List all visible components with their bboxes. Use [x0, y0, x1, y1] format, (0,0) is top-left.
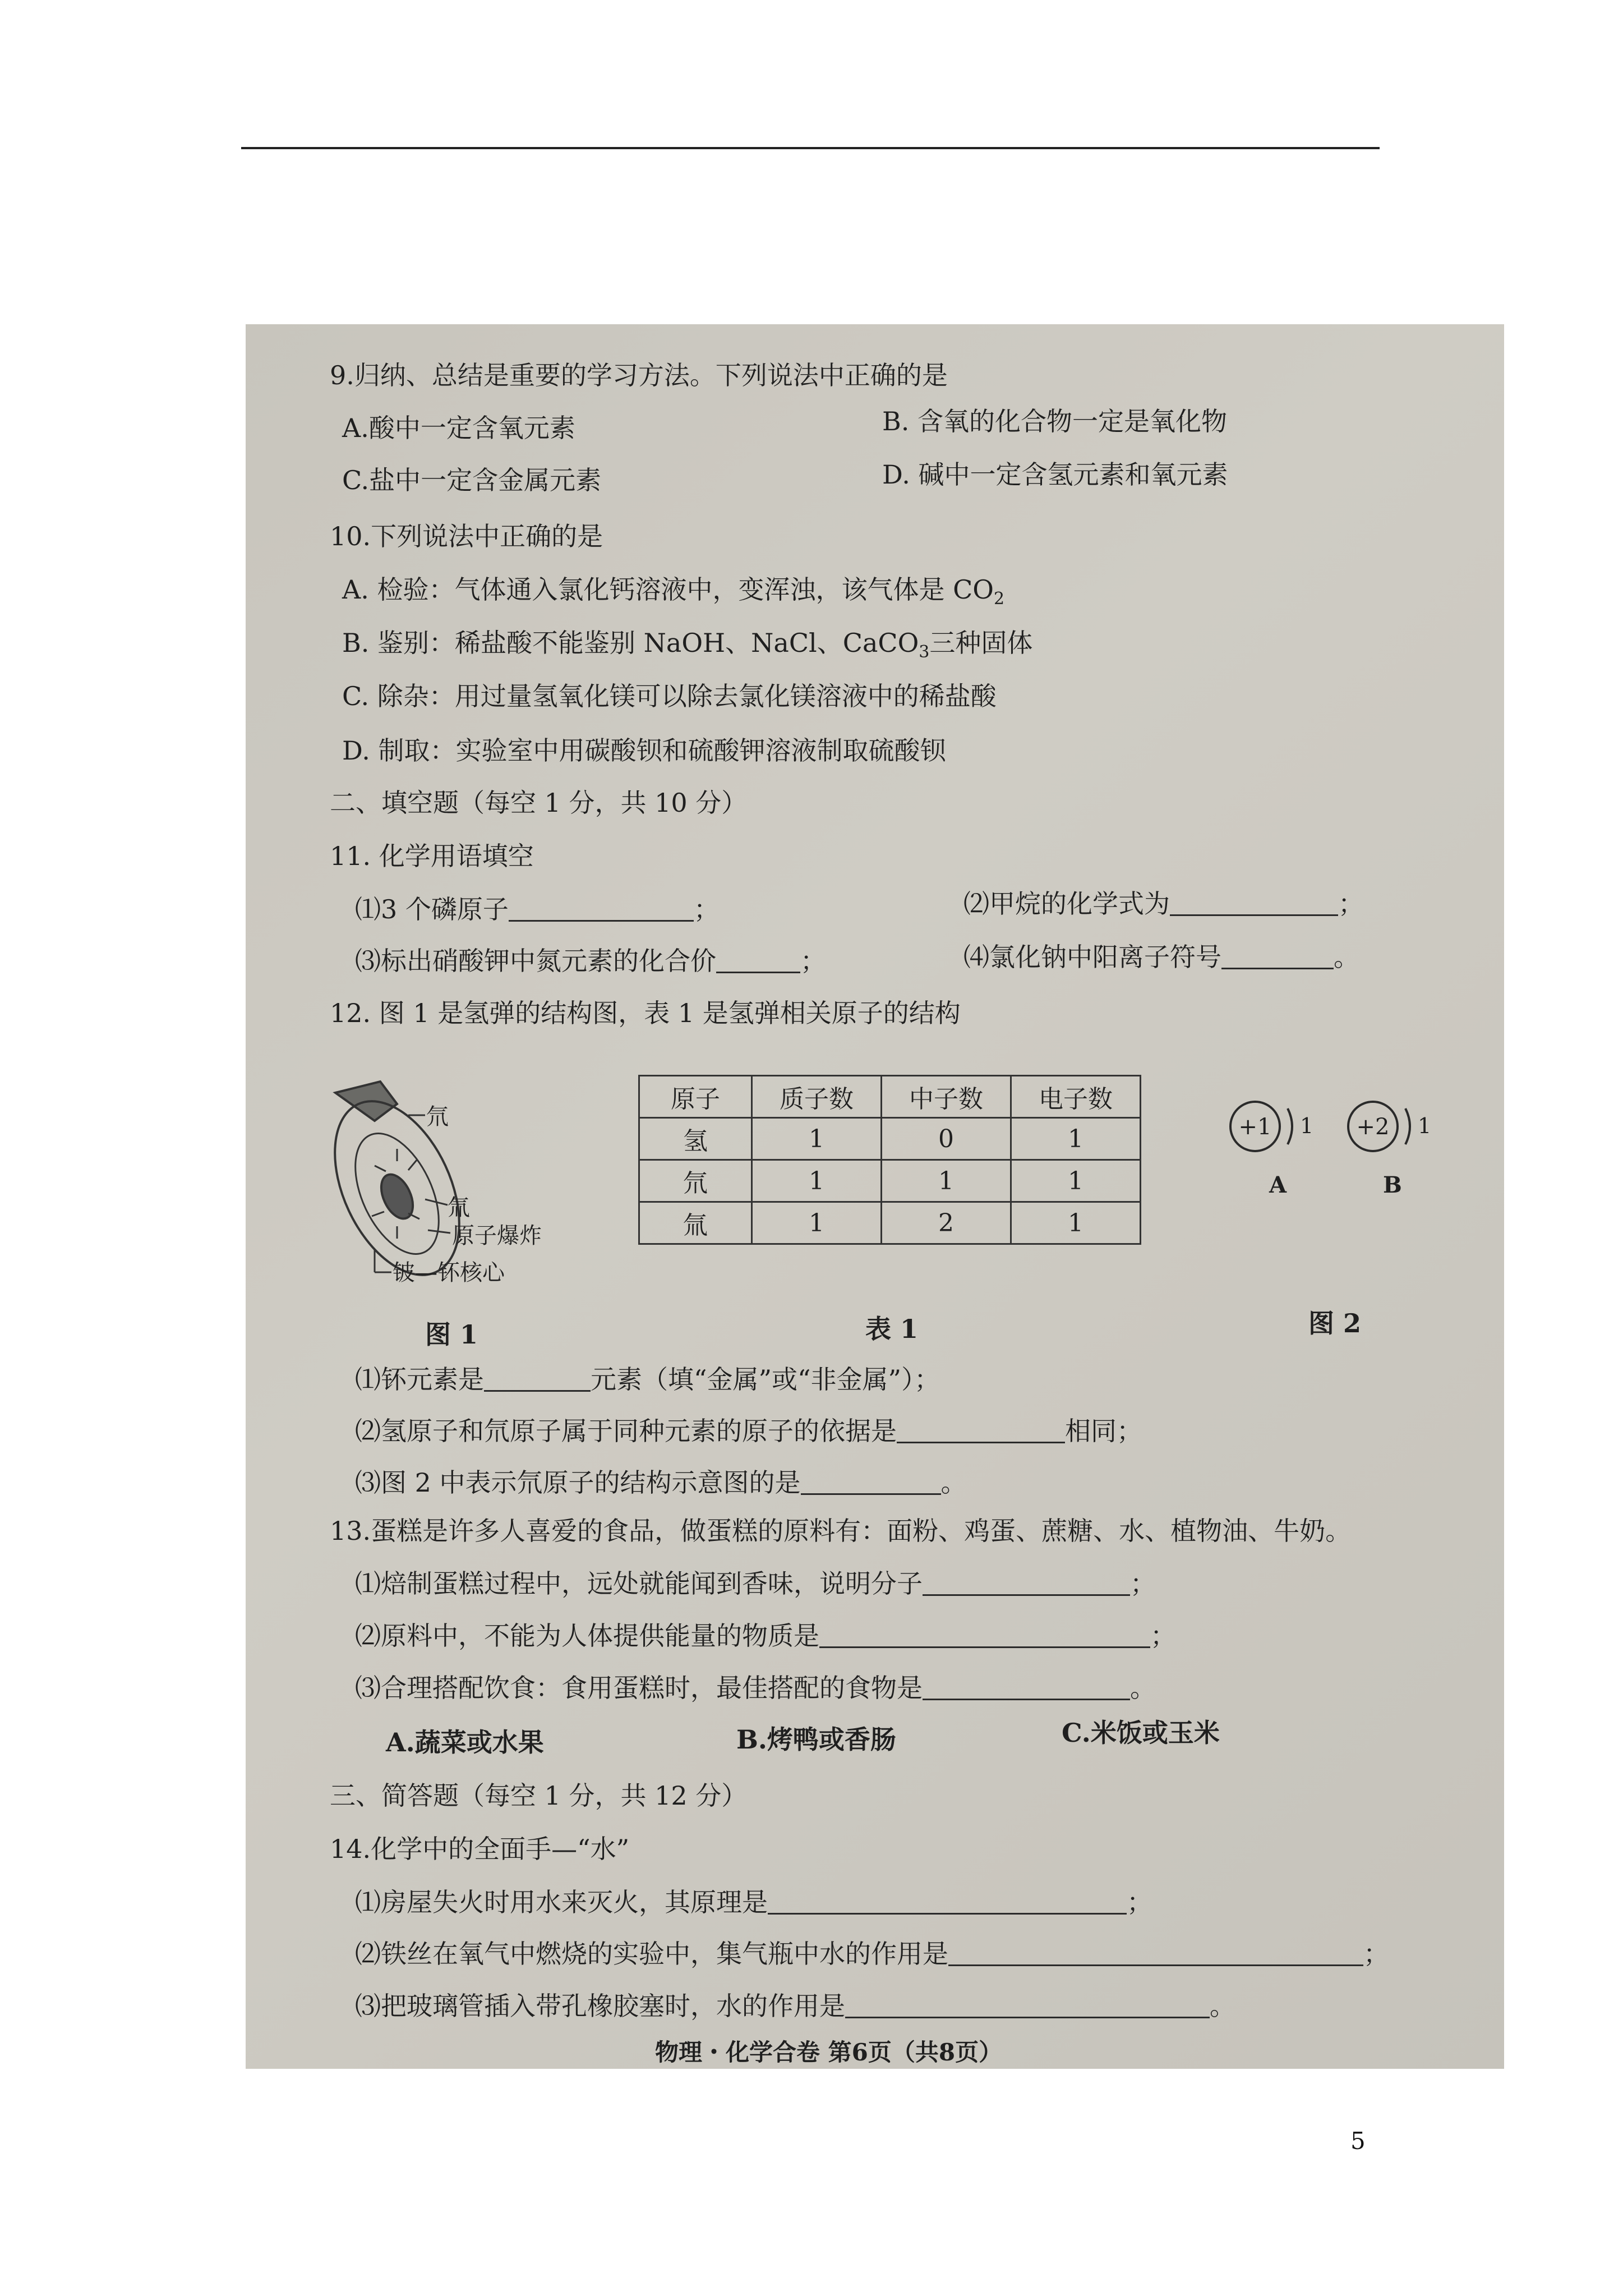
nucleus-a-charge: +1 [1238, 1114, 1272, 1140]
diagram-b-label: B [1383, 1172, 1402, 1198]
table-cell: 1 [882, 1160, 1011, 1202]
table-row [639, 1118, 1141, 1160]
table-cell: 氘 [639, 1160, 752, 1202]
table-cell: 1 [1011, 1202, 1141, 1244]
answer-blank[interactable] [923, 1676, 1130, 1700]
electrons-b: 1 [1418, 1114, 1432, 1138]
answer-blank[interactable] [801, 1471, 941, 1495]
table-header: 中子数 [882, 1076, 1011, 1118]
figure-2-caption: 图 2 [1308, 1308, 1362, 1338]
electrons-a: 1 [1300, 1114, 1314, 1138]
answer-blank[interactable] [819, 1624, 1150, 1648]
q10-option-b: B. 鉴别：稀盐酸不能鉴别 NaOH、NaCl、CaCO$_3$三种固体 [342, 628, 1033, 662]
q13-option-c: C.米饭或玉米 [1062, 1718, 1220, 1748]
electron-shell-a [1288, 1108, 1292, 1144]
q13-part-2: ⑵原料中，不能为人体提供能量的物质是 ； [355, 1621, 1176, 1651]
q11-part-4: ⑷氯化钠中阳离子符号 。 [963, 942, 1359, 972]
table-cell: 0 [882, 1118, 1011, 1160]
q12-part-3: ⑶图 2 中表示氘原子的结构示意图的是 。 [355, 1467, 967, 1498]
q14-part-1: ⑴房屋失火时用水来灭火，其原理是 ； [355, 1887, 1152, 1917]
atomic-structure-diagrams [1221, 1098, 1457, 1211]
table-row [639, 1160, 1141, 1202]
q11-stem: 11. 化学用语填空 [330, 841, 534, 871]
table-header: 质子数 [752, 1076, 882, 1118]
label-beryllium-plutonium-core: 铍—钚核心 [393, 1260, 505, 1286]
page-number: 5 [1350, 2127, 1366, 2155]
q10-option-d: D. 制取：实验室中用碳酸钡和硫酸钾溶液制取硫酸钡 [342, 735, 946, 766]
q9-option-c: C.盐中一定含金属元素 [342, 465, 602, 495]
table-cell: 1 [752, 1202, 882, 1244]
exam-footer: 物理・化学合卷 第6页（共8页） [655, 2039, 1003, 2066]
q12-part-1: ⑴钚元素是 元素（填“金属”或“非金属”）； [355, 1364, 940, 1395]
q14-part-2: ⑵铁丝在氧气中燃烧的实验中，集气瓶中水的作用是 ； [355, 1939, 1389, 1969]
q13-part-1: ⑴焙制蛋糕过程中，远处就能闻到香味，说明分子 ； [355, 1568, 1156, 1599]
table-header: 原子 [639, 1076, 752, 1118]
answer-blank[interactable] [948, 1942, 1363, 1966]
q12-part-2: ⑵氢原子和氘原子属于同种元素的原子的依据是 相同； [355, 1416, 1142, 1446]
answer-blank[interactable] [1170, 892, 1338, 916]
answer-blank[interactable] [897, 1419, 1065, 1443]
answer-blank[interactable] [923, 1572, 1130, 1596]
q13-part-3: ⑶合理搭配饮食：食用蛋糕时，最佳搭配的食物是 。 [355, 1673, 1156, 1703]
table-row [639, 1202, 1141, 1244]
table-1-caption: 表 1 [865, 1314, 919, 1344]
atom-structure-table [638, 1075, 1141, 1245]
table-cell: 1 [752, 1160, 882, 1202]
q13-stem: 13.蛋糕是许多人喜爱的食品，做蛋糕的原料有：面粉、鸡蛋、蔗糖、水、植物油、牛奶。 [330, 1516, 1352, 1546]
electron-shell-b [1405, 1108, 1410, 1144]
table-cell: 2 [882, 1202, 1011, 1244]
q11-part-1: ⑴3 个磷原子 ； [355, 894, 720, 924]
answer-blank[interactable] [768, 1890, 1127, 1915]
q12-stem: 12. 图 1 是氢弹的结构图，表 1 是氢弹相关原子的结构 [330, 998, 961, 1028]
q14-part-3: ⑶把玻璃管插入带孔橡胶塞时，水的作用是 。 [355, 1991, 1235, 2021]
section-3-title: 三、简答题（每空 1 分，共 12 分） [330, 1780, 748, 1811]
table-cell: 1 [752, 1118, 882, 1160]
q9-option-d: D. 碱中一定含氢元素和氧元素 [882, 459, 1228, 490]
figure-1-caption: 图 1 [425, 1319, 478, 1350]
table-cell: 1 [1011, 1160, 1141, 1202]
answer-blank[interactable] [1221, 945, 1334, 969]
label-deuterium: 氘 [426, 1104, 449, 1130]
q9-stem: 9.归纳、总结是重要的学习方法。下列说法中正确的是 [330, 360, 948, 390]
table-cell: 1 [1011, 1118, 1141, 1160]
section-2-title: 二、填空题（每空 1 分，共 10 分） [330, 788, 748, 818]
q9-option-a: A.酸中一定含氧元素 [342, 413, 575, 443]
q10-stem: 10.下列说法中正确的是 [330, 521, 603, 551]
q10-option-a: A. 检验：气体通入氯化钙溶液中，变浑浊，该气体是 $CO_2$ [342, 574, 1005, 609]
exam-photo [246, 324, 1504, 2069]
table-cell: 氚 [639, 1202, 752, 1244]
answer-blank[interactable] [509, 898, 694, 922]
table-header-row [639, 1076, 1141, 1118]
q13-option-a: A.蔬菜或水果 [386, 1727, 544, 1757]
label-atomic-explosion: 原子爆炸 [452, 1223, 542, 1249]
q11-part-2: ⑵甲烷的化学式为 ； [963, 889, 1364, 919]
header-rule [241, 147, 1380, 149]
answer-blank[interactable] [845, 1994, 1210, 2018]
q11-part-3: ⑶标出硝酸钾中氮元素的化合价 ； [355, 946, 826, 976]
answer-blank[interactable] [484, 1368, 591, 1392]
table-header: 电子数 [1011, 1076, 1141, 1118]
diagram-a-label: A [1269, 1172, 1287, 1198]
nucleus-b-charge: +2 [1356, 1114, 1390, 1140]
q9-option-b: B. 含氧的化合物一定是氧化物 [882, 406, 1228, 436]
table-cell: 氢 [639, 1118, 752, 1160]
q10-option-c: C. 除杂：用过量氢氧化镁可以除去氯化镁溶液中的稀盐酸 [342, 681, 997, 711]
label-tritium: 氚 [448, 1195, 470, 1221]
q13-option-b: B.烤鸭或香肠 [736, 1724, 896, 1755]
answer-blank[interactable] [716, 949, 800, 973]
hydrogen-bomb-figure [313, 1070, 577, 1317]
q14-stem: 14.化学中的全面手—“水” [330, 1834, 630, 1864]
